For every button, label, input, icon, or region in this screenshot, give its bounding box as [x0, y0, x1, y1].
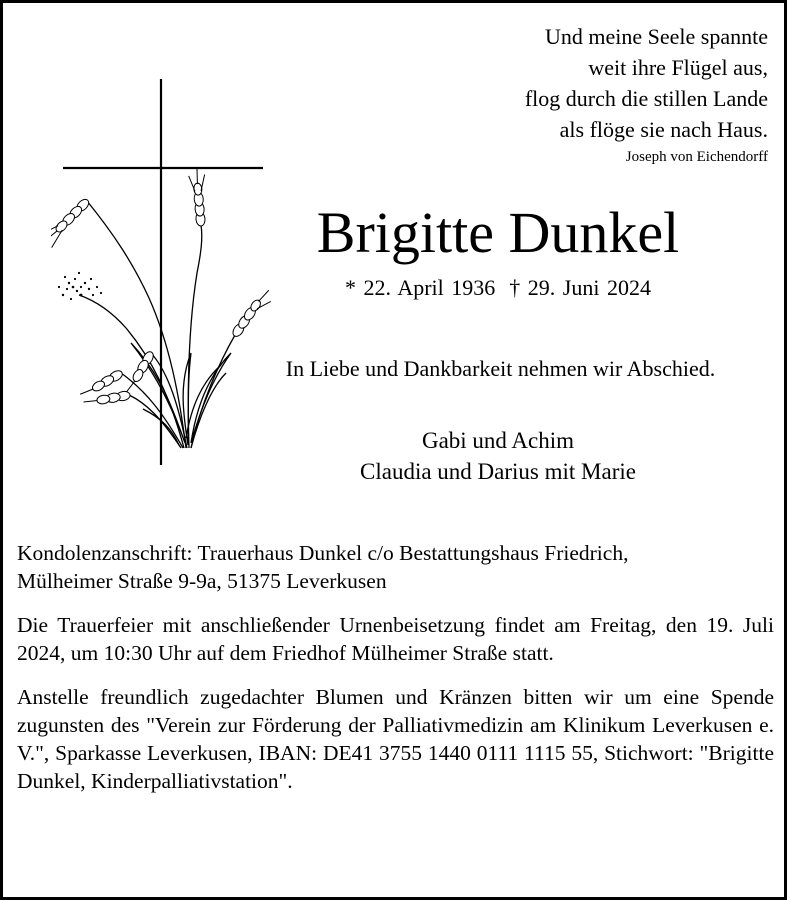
deceased-name: Brigitte Dunkel	[316, 200, 680, 265]
cross-with-wheat-icon	[51, 73, 281, 473]
condolence-line: Mülheimer Straße 9-9a, 51375 Leverkusen	[17, 569, 387, 593]
family-line: Gabi und Achim	[421, 428, 575, 453]
notice-details	[17, 539, 774, 811]
poem-author: Joseph von Eichendorff	[625, 149, 768, 165]
family-line: Claudia und Darius mit Marie	[360, 459, 636, 484]
poem	[525, 21, 768, 167]
condolence-line: Kondolenzanschrift: Trauerhaus Dunkel c/o Bestattungshaus Friedrich,	[17, 541, 629, 565]
poem-line: weit ihre Flügel aus,	[588, 55, 768, 80]
family-names	[253, 425, 743, 487]
death-date: † 29. Juni 2024	[509, 275, 651, 300]
birth-date: * 22. April 1936	[345, 275, 496, 300]
poem-line: als flöge sie nach Haus.	[559, 117, 768, 142]
poem-line: Und meine Seele spannte	[545, 24, 768, 49]
ceremony-info: Die Trauerfeier mit anschließender Urnenbeisetzung findet am Freitag, den 19. Juli 2024, um 10:30 Uhr auf dem Friedhof Mülheimer Straße statt.	[17, 613, 774, 665]
poem-line: flog durch die stillen Lande	[524, 86, 768, 111]
donation-info: Anstelle freundlich zugedachter Blumen und Kränzen bitten wir um eine Spende zugunsten des "Verein zur Förderung der Palliativmedizin am Klinikum Leverkusen e. V.", Sparkasse Leverkusen, IBAN: DE41 3755 1440 0111 1115 55, Stichwort: "Brigitte Dunkel, Kinderpalliativstation".	[17, 685, 774, 793]
farewell-line: In Liebe und Dankbarkeit nehmen wir Abschied.	[285, 356, 716, 381]
condolence-address	[17, 539, 774, 595]
life-dates	[253, 271, 743, 305]
